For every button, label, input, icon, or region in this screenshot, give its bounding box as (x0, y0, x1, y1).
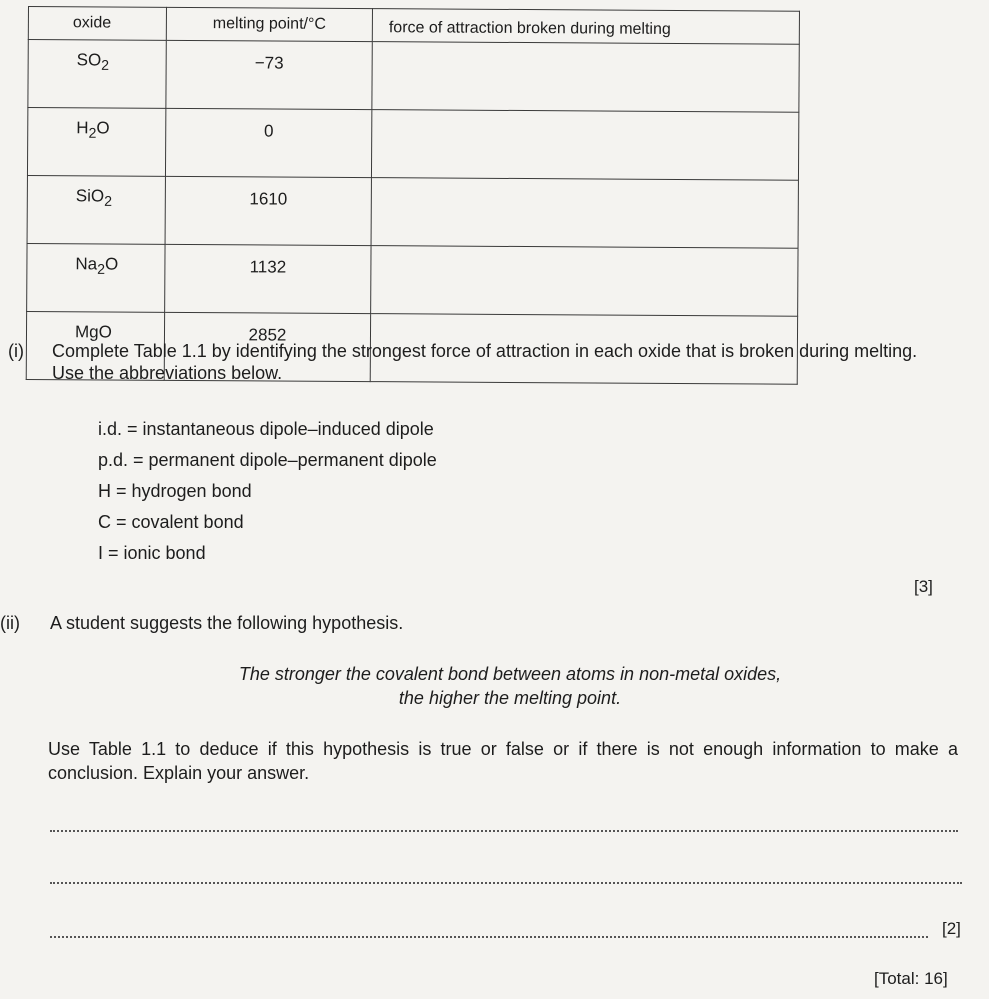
answer-line[interactable] (50, 936, 928, 938)
oxide-cell: $H_2O$ (27, 108, 165, 177)
force-answer-cell[interactable] (371, 246, 798, 317)
part-ii-marks: [2] (942, 919, 961, 938)
melting-point-cell: 2852 (164, 312, 370, 381)
abbreviation-item: i.d. = instantaneous dipole–induced dipole (98, 419, 434, 439)
melting-point-cell: 1132 (165, 244, 371, 313)
part-ii-marker: (ii) (0, 613, 20, 633)
abbreviation-item: p.d. = permanent dipole–permanent dipole (98, 450, 437, 470)
header-force: force of attraction broken during melting (372, 9, 799, 45)
header-melting-point: melting point/°C (166, 7, 372, 41)
oxide-table (26, 6, 800, 385)
oxide-cell: MgO (26, 311, 164, 380)
melting-point-cell: −73 (166, 40, 372, 109)
table-row (27, 175, 798, 248)
abbreviation-list (98, 418, 437, 573)
oxide-cell: SiO$_2$ (27, 175, 165, 244)
oxide-cell: $Na_2O$ (27, 243, 165, 312)
melting-point-cell: 1610 (165, 176, 371, 245)
hypothesis-line: The stronger the covalent bond between atoms in non-metal oxides, (238, 664, 782, 684)
part-i-marker: (i) (8, 341, 24, 361)
table-row (27, 243, 798, 316)
force-answer-cell[interactable] (372, 42, 799, 113)
answer-line[interactable] (50, 830, 958, 832)
hypothesis-line: the higher the melting point. (398, 688, 622, 708)
part-i-instruction: Complete Table 1.1 by identifying the strongest force of attraction in each oxide that is broken during melting. Use the abbreviations below. (52, 341, 918, 383)
header-oxide: oxide (28, 7, 166, 41)
table-row (27, 108, 798, 181)
answer-line[interactable] (50, 882, 962, 884)
total-marks: [Total: 16] (874, 969, 948, 988)
part-i-marks: [3] (914, 577, 933, 596)
hypothesis-quote (150, 662, 870, 710)
table-row (28, 40, 799, 113)
force-answer-cell[interactable] (371, 178, 798, 249)
force-answer-cell[interactable] (371, 110, 798, 181)
abbreviation-item: H = hydrogen bond (98, 481, 252, 501)
part-ii-instruction: Use Table 1.1 to deduce if this hypothesis is true or false or if there is not enough information to make a conclusion. Explain your answer. (48, 739, 958, 783)
melting-point-cell: 0 (165, 108, 371, 177)
part-ii-intro: A student suggests the following hypothesis. (50, 613, 404, 633)
abbreviation-item: I = ionic bond (98, 543, 206, 563)
table-header-row (28, 7, 799, 45)
oxide-cell: $SO_2$ (28, 40, 166, 109)
abbreviation-item: C = covalent bond (98, 512, 244, 532)
